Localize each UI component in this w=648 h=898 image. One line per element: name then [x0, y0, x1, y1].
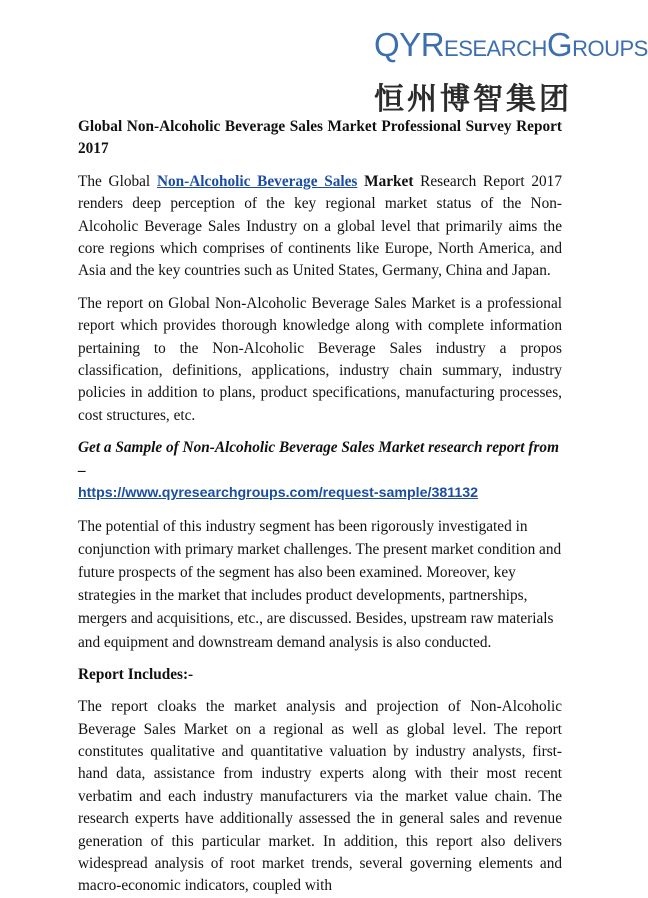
report-includes-paragraph: The report cloaks the market analysis and projection of Non-Alcoholic Beverage Sales Market on a regional as well as global level. The report constitutes qualitative and quantitative valuation by industry analysts, first-hand data, assistance from industry experts along with their most recent verbatim and each industry manufacturers via the market value chain. The research experts have additionally assessed the in general sales and revenue generation of this particular market. In addition, this report also delivers widespread analysis of root market trends, several governing elements and macro-economic indicators, coupled with: [78, 698, 562, 895]
intro-paragraph: The Global Non-Alcoholic Beverage Sales Market Research Report 2017 renders deep perception of the key regional market status of the Non-Alcoholic Beverage Sales Industry on a global level that primarily aims the core regions which comprises of continents like Europe, North America, and Asia and the key countries such as United States, Germany, China and Japan.: [78, 172, 562, 280]
logo-chinese-wordmark: 恒州博智集团: [374, 82, 572, 117]
company-logo: [374, 26, 648, 117]
document-body: [78, 116, 562, 898]
overview-paragraph: The report on Global Non-Alcoholic Beverage Sales Market is a professional report which provides thorough knowledge along with complete information pertaining to the Non-Alcoholic Beverage Sales industry a propos classification, definitions, applications, industry chain summary, industry policies in addition to plans, product specifications, manufacturing processes, cost structures, etc.: [78, 294, 562, 424]
report-link[interactable]: Non-Alcoholic Beverage Sales: [156, 172, 358, 190]
logo-english-wordmark: QYRESEARCHGROUPS: [374, 26, 648, 63]
potential-paragraph: The potential of this industry segment has been rigorously investigated in conjunction with primary market challenges. The present market condition and future prospects of the segment has also been examined. Moreover, key strategies in the market that includes product developments, partnerships, mergers and acquisitions, etc., are discussed. Besides, upstream raw materials and equipment and downstream demand analysis is also conducted.: [78, 517, 562, 651]
sample-request: [78, 437, 562, 504]
document-title: Global Non-Alcoholic Beverage Sales Market Professional Survey Report 2017: [78, 118, 562, 158]
sample-request-text: Get a Sample of Non-Alcoholic Beverage Sales Market research report from –: [78, 439, 559, 479]
section-heading: Report Includes:-: [78, 665, 194, 683]
sample-request-link[interactable]: https://www.qyresearchgroups.com/request-sample/381132: [78, 485, 479, 502]
